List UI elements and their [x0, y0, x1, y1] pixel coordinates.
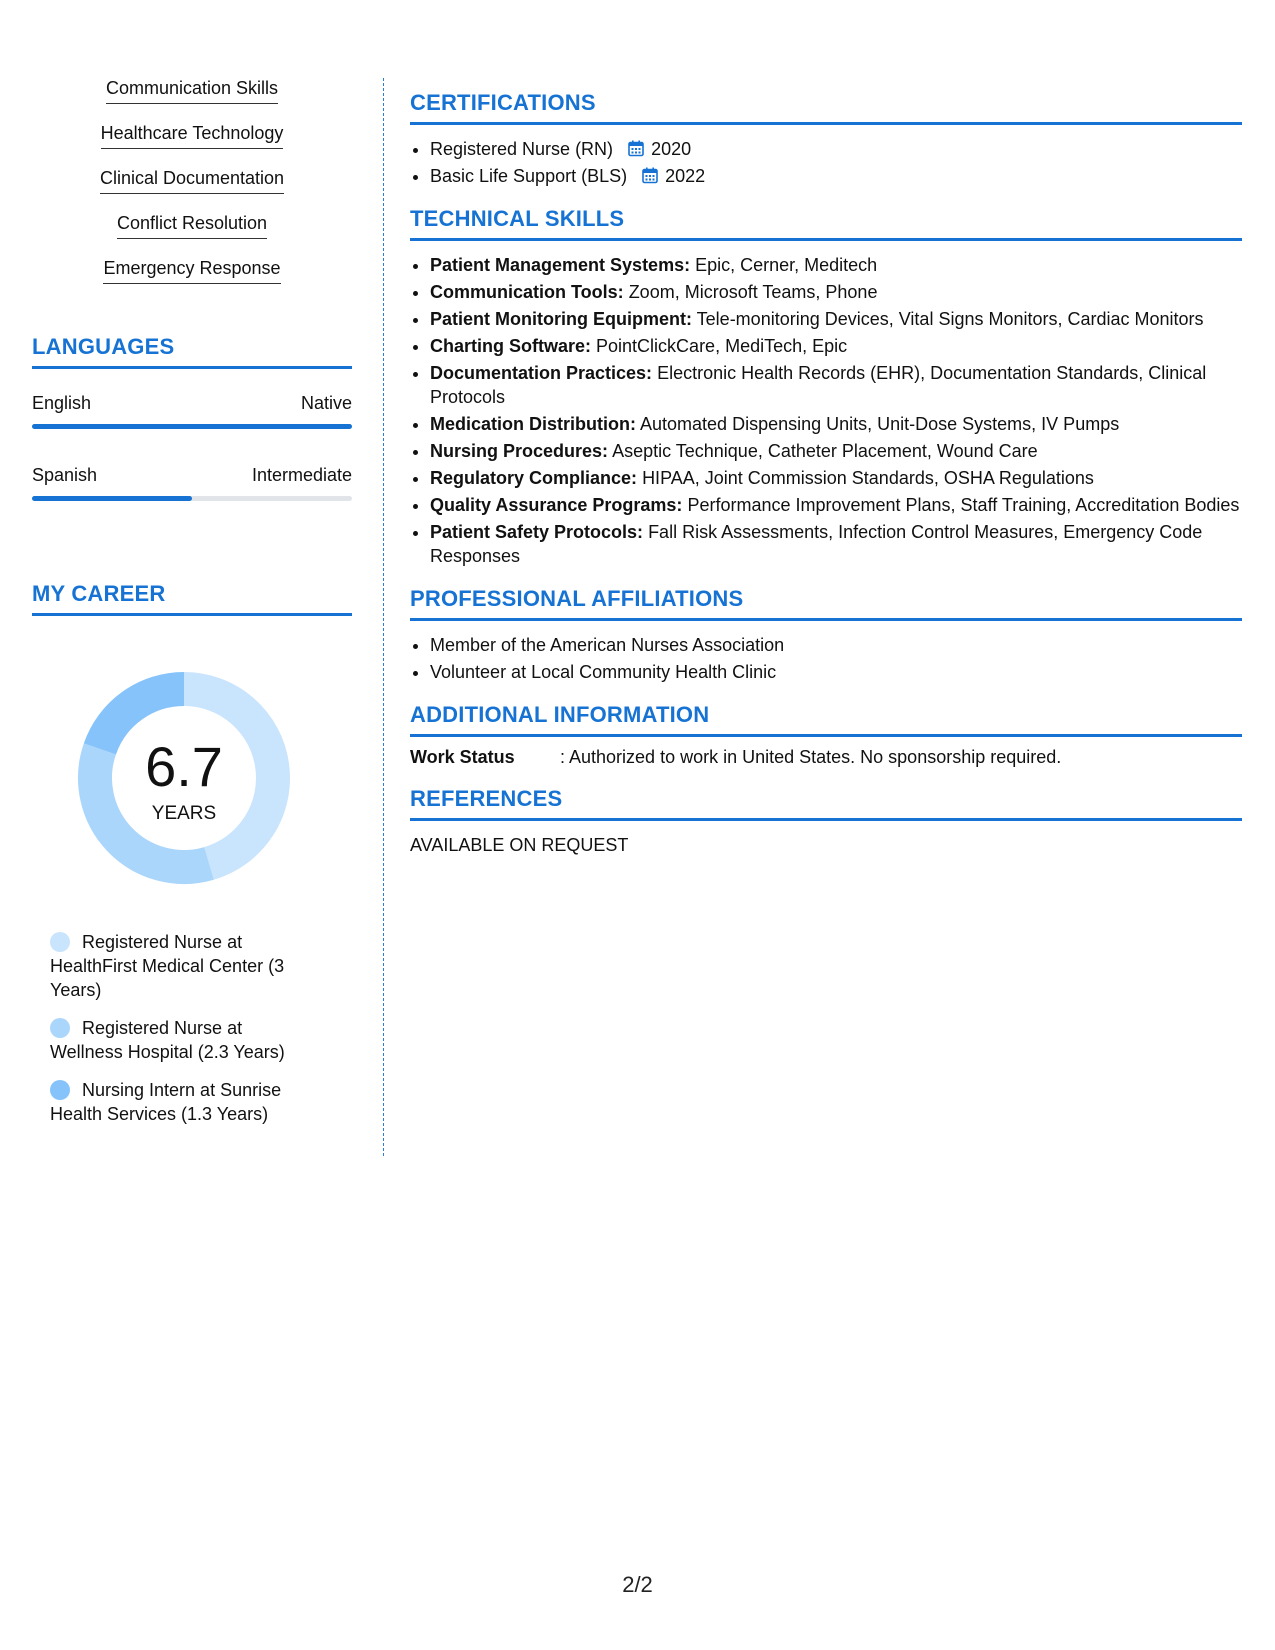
language-bar-fill: [32, 424, 352, 429]
references-text: AVAILABLE ON REQUEST: [410, 835, 629, 855]
work-status-label: Work Status: [410, 747, 515, 767]
references-heading: REFERENCES: [410, 786, 1242, 821]
work-status-value: : Authorized to work in United States. No sponsorship required.: [560, 747, 1062, 767]
technical-skill-item: • Communication Tools: Zoom, Microsoft Teams, Phone: [430, 280, 1242, 304]
legend-item: Nursing Intern at Sunrise Health Services (1.3 Years): [50, 1080, 282, 1124]
languages-heading: LANGUAGES: [32, 334, 352, 369]
career-total: 6.7: [145, 735, 223, 798]
language-name: Spanish: [32, 465, 98, 485]
career-legend: [50, 930, 315, 1126]
technical-skill-item: • Patient Management Systems: Epic, Cerner, Meditech: [430, 253, 1242, 277]
language-bar: [32, 496, 352, 501]
legend-dot: [50, 1018, 70, 1038]
career-donut: [64, 658, 304, 898]
language-item: [32, 393, 352, 429]
language-level: Native: [300, 393, 352, 413]
additional-info-heading: ADDITIONAL INFORMATION: [410, 702, 1242, 737]
language-bar: [32, 424, 352, 429]
technical-skill-item: • Regulatory Compliance: HIPAA, Joint Commission Standards, OSHA Regulations: [430, 466, 1242, 490]
legend-dot: [50, 1080, 70, 1100]
language-item: [32, 465, 352, 501]
skills-list: [32, 78, 352, 284]
technical-skill-item: • Patient Monitoring Equipment: Tele-monitoring Devices, Vital Signs Monitors, Cardiac Monitors: [430, 307, 1242, 331]
skill-item: Clinical Documentation: [32, 168, 352, 194]
career-unit: YEARS: [151, 803, 217, 824]
page-number: 2/2: [622, 1572, 653, 1597]
calendar-icon: [628, 140, 644, 157]
certifications-heading: CERTIFICATIONS: [410, 90, 1242, 125]
work-status-row: [410, 747, 1242, 768]
certification-year: 2022: [665, 166, 706, 186]
legend-item: Registered Nurse at Wellness Hospital (2.3 Years): [50, 1018, 285, 1062]
skill-item: Emergency Response: [32, 258, 352, 284]
references-section: [410, 786, 1242, 856]
language-name: English: [32, 393, 92, 413]
column-divider: [383, 78, 384, 1156]
affiliation-item: • Volunteer at Local Community Health Clinic: [430, 660, 1242, 684]
technical-skill-item: • Medication Distribution: Automated Dispensing Units, Unit-Dose Systems, IV Pumps: [430, 412, 1242, 436]
affiliations-heading: PROFESSIONAL AFFILIATIONS: [410, 586, 1242, 621]
skill-item: Healthcare Technology: [32, 123, 352, 149]
skill-item: Communication Skills: [32, 78, 352, 104]
right-column: [410, 90, 1242, 874]
certification-item: • Basic Life Support (BLS) 2022: [430, 164, 1242, 188]
calendar-icon: [642, 167, 658, 184]
technical-skill-item: • Nursing Procedures: Aseptic Technique, Catheter Placement, Wound Care: [430, 439, 1242, 463]
certification-item: • Registered Nurse (RN) 2020: [430, 137, 1242, 161]
language-level: Intermediate: [251, 465, 352, 485]
technical-skill-item: • Patient Safety Protocols: Fall Risk Assessments, Infection Control Measures, Emergency Code Responses: [430, 520, 1242, 568]
technical-skill-item: • Quality Assurance Programs: Performance Improvement Plans, Staff Training, Accreditation Bodies: [430, 493, 1242, 517]
legend-dot: [50, 932, 70, 952]
left-column: [32, 78, 352, 1140]
certification-year: 2020: [651, 139, 692, 159]
affiliation-item: • Member of the American Nurses Association: [430, 633, 1242, 657]
technical-skill-item: • Charting Software: PointClickCare, MediTech, Epic: [430, 334, 1242, 358]
skill-item: Conflict Resolution: [32, 213, 352, 239]
technical-skills-heading: TECHNICAL SKILLS: [410, 206, 1242, 241]
language-bar-fill: [32, 496, 192, 501]
additional-info-section: [410, 702, 1242, 768]
technical-skill-item: • Documentation Practices: Electronic Health Records (EHR), Documentation Standards, Clinical Protocols: [430, 361, 1242, 409]
legend-item: Registered Nurse at HealthFirst Medical Center (3 Years): [50, 932, 285, 1000]
affiliations-section: [410, 586, 1242, 684]
career-heading: MY CAREER: [32, 581, 352, 616]
certifications-section: [410, 90, 1242, 188]
technical-skills-section: [410, 206, 1242, 568]
